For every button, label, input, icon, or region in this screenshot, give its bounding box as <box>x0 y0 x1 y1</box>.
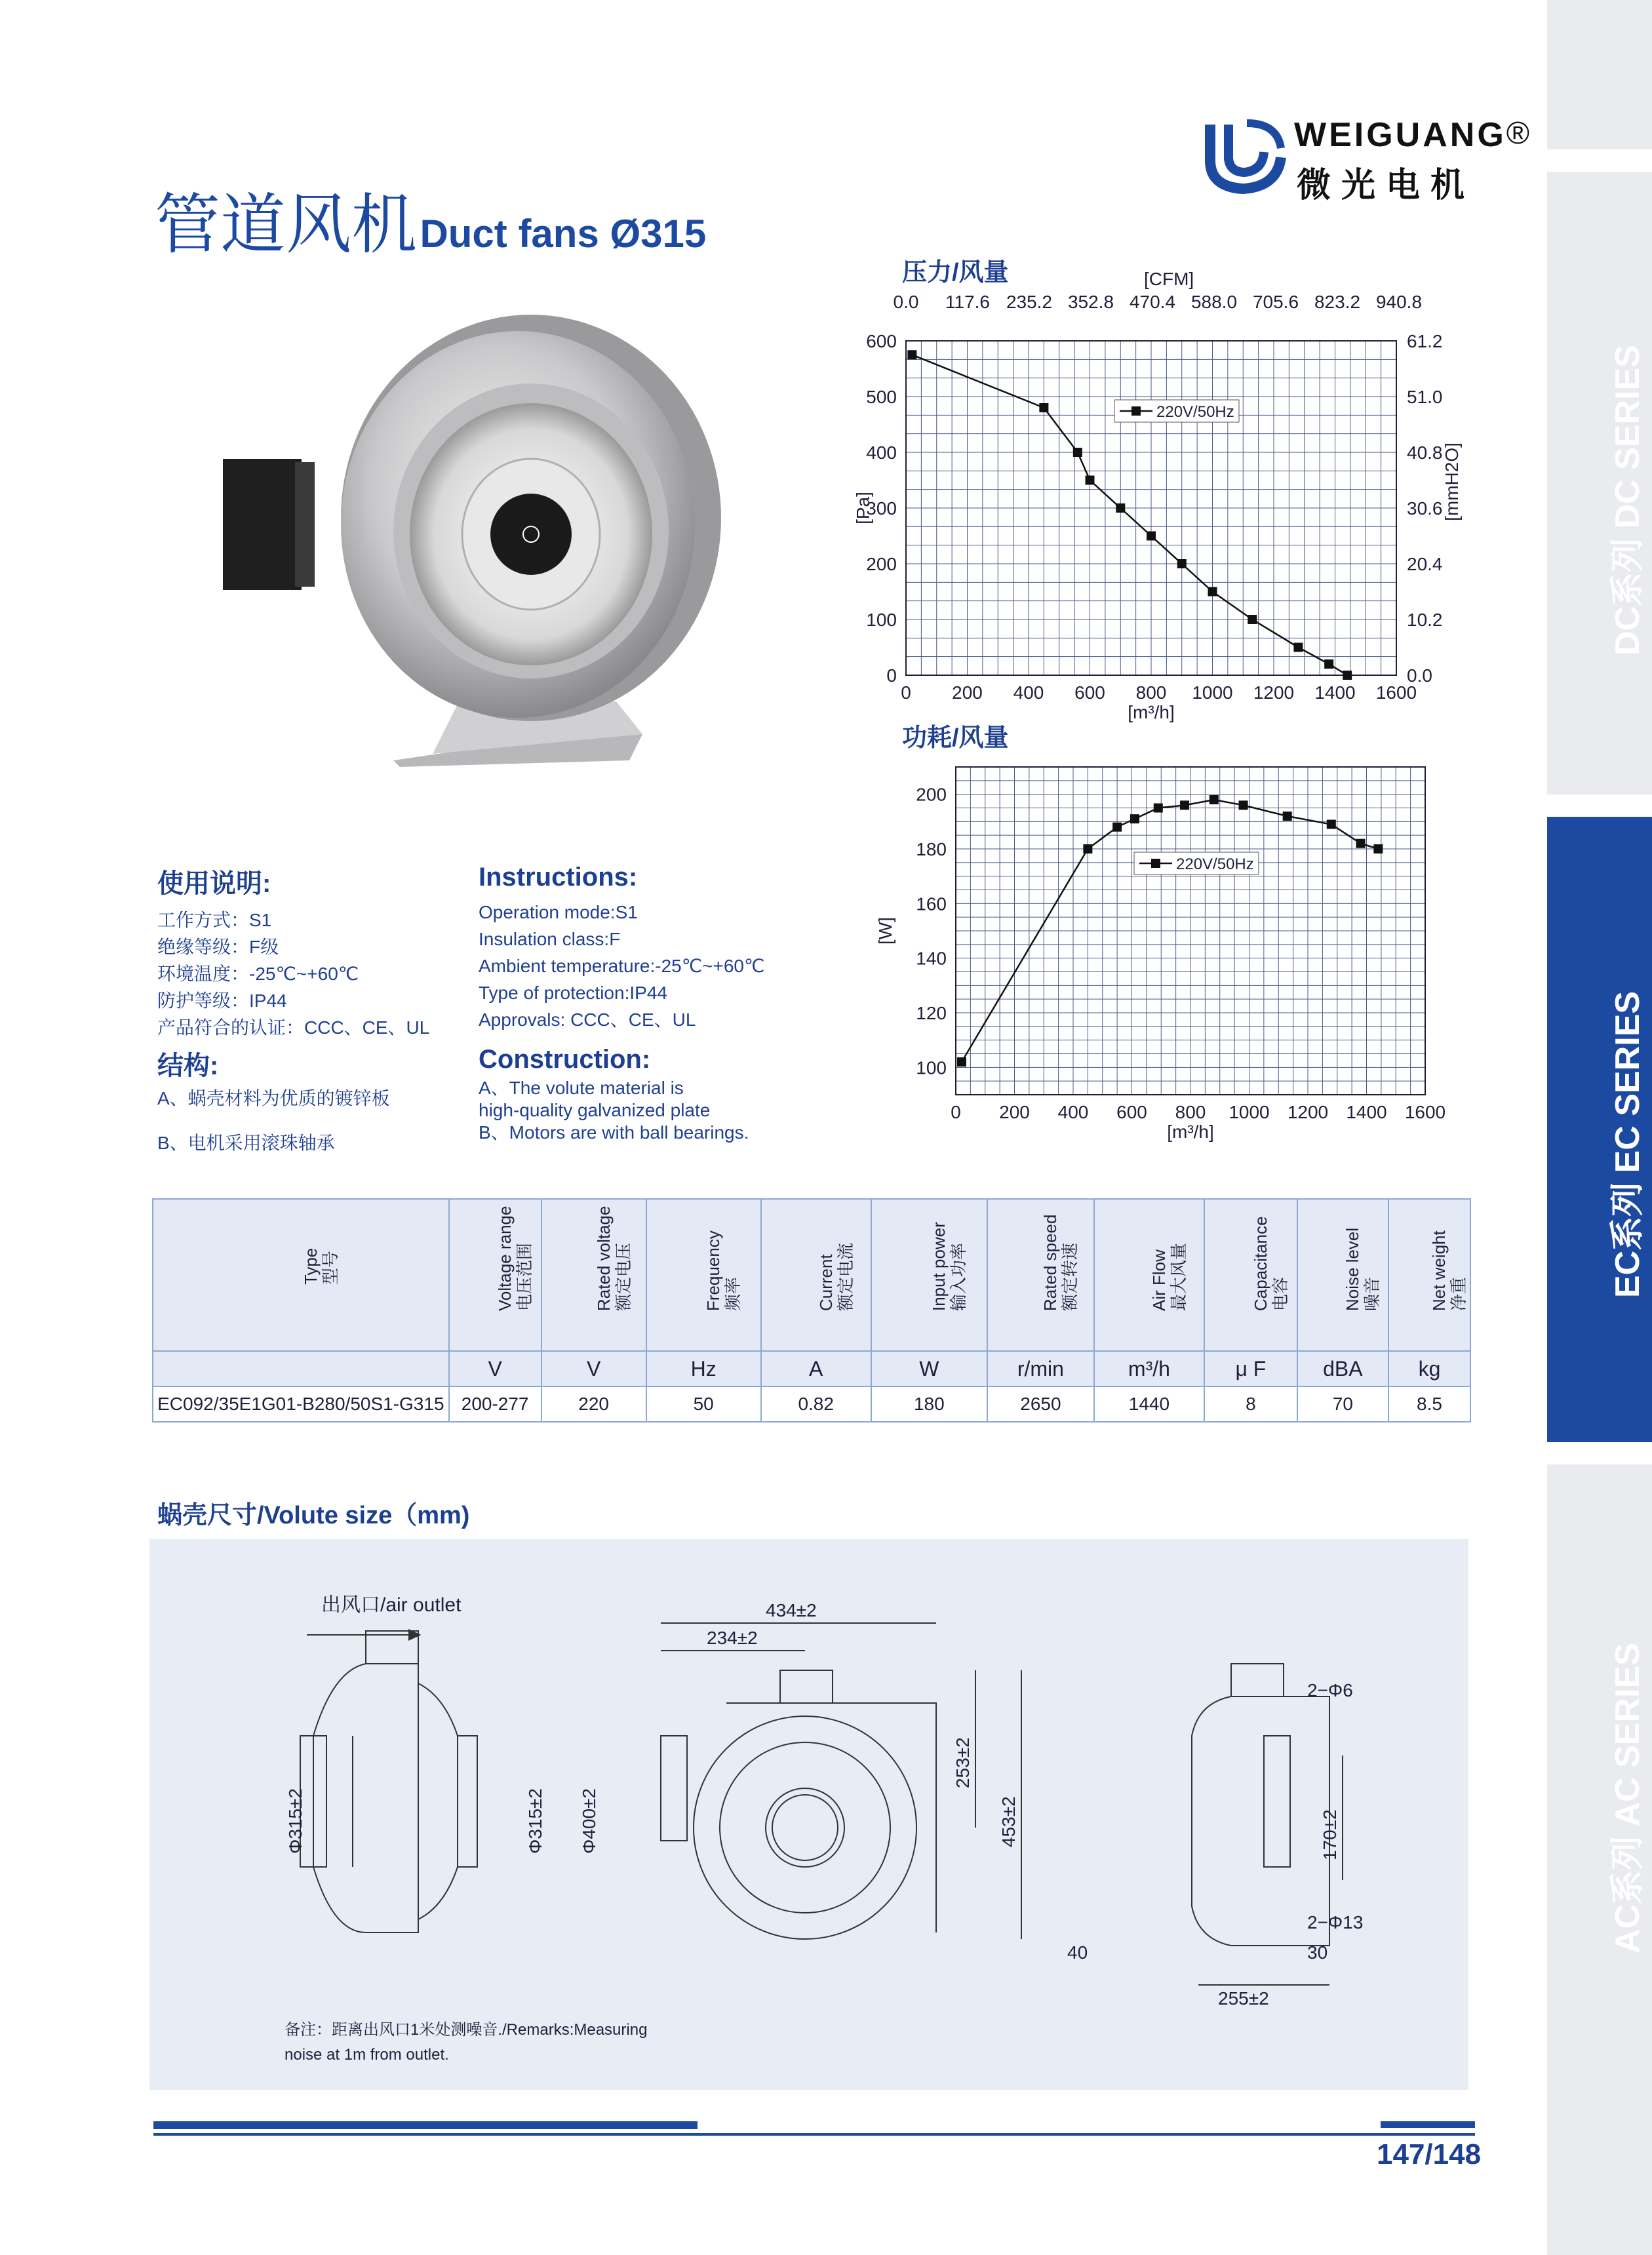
pressure-flow-chart <box>852 288 1468 734</box>
y-tick-label: 200 <box>866 554 897 574</box>
instr-cn-line: 环境温度：-25℃~+60℃ <box>157 964 359 984</box>
x-tick-label: 200 <box>999 1102 1030 1122</box>
title-cn: 管道风机 <box>155 186 417 263</box>
construction-cn-heading: 结构: <box>157 1051 219 1080</box>
unit-cell: kg <box>1388 1351 1470 1386</box>
constr-en-line: A、The volute material is <box>479 1078 684 1098</box>
data-point <box>1324 659 1333 669</box>
constr-en-line: B、Motors are with ball bearings. <box>479 1122 749 1143</box>
data-point <box>1130 814 1139 823</box>
data-point <box>1073 448 1082 457</box>
right-tick-label: 51.0 <box>1407 387 1443 407</box>
volute-drawings <box>149 1539 1468 2090</box>
brand-chinese: 微光电机 <box>1297 167 1476 205</box>
power-chart-title: 功耗/风量 <box>902 724 1009 752</box>
instructions-cn <box>157 863 472 1041</box>
data-point <box>1154 804 1163 813</box>
footer-rule-right <box>1381 2121 1475 2128</box>
data-point <box>1083 844 1092 853</box>
y-tick-label: 400 <box>866 442 897 463</box>
x-tick-label: 800 <box>1175 1102 1206 1122</box>
data-point <box>1208 587 1217 597</box>
unit-cell: dBA <box>1297 1351 1388 1386</box>
side-tab-dc-label: DC系列 DC SERIES <box>1609 345 1647 656</box>
x-tick-label: 1600 <box>1375 682 1417 703</box>
instr-cn-line: 产品符合的认证：CCC、CE、UL <box>157 1017 430 1038</box>
dim-h253: 253±2 <box>953 1737 973 1788</box>
remark <box>285 2018 647 2068</box>
table-cell: 0.82 <box>761 1386 871 1422</box>
dim-w40: 40 <box>1067 1942 1088 1963</box>
construction-en <box>479 1045 872 1144</box>
y-axis-unit: [Pa] <box>853 492 873 524</box>
y-tick-label: 500 <box>866 387 897 407</box>
x-tick-label: 1400 <box>1346 1102 1387 1122</box>
y-tick-label: 180 <box>916 839 947 859</box>
dim-holes13: 2−Φ13 <box>1307 1912 1364 1932</box>
instructions-cn-heading: 使用说明: <box>157 869 271 898</box>
title-en: Duct fans Ø315 <box>420 212 707 256</box>
instructions-en <box>479 863 872 1033</box>
x-tick-label: 400 <box>1057 1102 1089 1122</box>
header-capacitance: Capacitance 电容 <box>1204 1199 1297 1351</box>
legend-marker <box>1131 406 1141 416</box>
right-axis-unit: [mmH2O] <box>1442 442 1462 521</box>
duct-fan-image <box>223 308 721 780</box>
top-tick-label: 705.6 <box>1252 292 1299 312</box>
instructions-en-heading: Instructions: <box>479 863 638 892</box>
x-tick-label: 600 <box>1074 682 1105 703</box>
x-tick-label: 1200 <box>1287 1102 1329 1122</box>
x-tick-label: 800 <box>1135 682 1167 703</box>
table-row <box>153 1386 1470 1422</box>
data-point <box>1210 795 1219 804</box>
constr-en-line: high-quality galvanized plate <box>479 1100 711 1120</box>
instr-cn-line: 工作方式：S1 <box>157 910 272 930</box>
header-air-flow: Air Flow 最大风量 <box>1094 1199 1204 1351</box>
instr-en-line: Type of protection:IP44 <box>479 983 667 1003</box>
data-point <box>1248 615 1257 624</box>
y-tick-label: 160 <box>916 893 947 914</box>
unit-cell: m³/h <box>1094 1351 1204 1386</box>
table-cell: 180 <box>871 1386 987 1422</box>
table-header-row <box>153 1199 1470 1351</box>
page-title <box>155 172 706 266</box>
data-point <box>1327 820 1336 829</box>
x-tick-label: 1600 <box>1404 1102 1446 1122</box>
right-tick-label: 61.2 <box>1407 331 1443 351</box>
header-rated-voltage: Rated voltage 额定电压 <box>541 1199 646 1351</box>
constr-cn-line: B、电机采用滚珠轴承 <box>157 1133 335 1153</box>
header-noise-level: Noise level 噪音 <box>1297 1199 1388 1351</box>
top-tick-label: 117.6 <box>945 292 990 312</box>
table-cell: 2650 <box>987 1386 1094 1422</box>
header-rated-speed: Rated speed 额定转速 <box>987 1199 1094 1351</box>
unit-cell: Hz <box>646 1351 761 1386</box>
data-point <box>1086 476 1095 485</box>
right-tick-label: 10.2 <box>1407 610 1443 630</box>
data-point <box>1293 643 1303 652</box>
x-tick-label: 1200 <box>1253 682 1295 703</box>
header-frequency: Frequency 频率 <box>646 1199 761 1351</box>
pressure-chart-title: 压力/风量 <box>902 259 1009 286</box>
x-tick-label: 1000 <box>1229 1102 1270 1122</box>
y-tick-label: 600 <box>866 331 897 351</box>
right-tick-label: 20.4 <box>1407 554 1443 574</box>
remark-line2: noise at 1m from outlet. <box>285 2046 449 2064</box>
x-tick-label: 200 <box>952 682 983 703</box>
y-tick-label: 100 <box>916 1057 947 1078</box>
table-cell: 70 <box>1297 1386 1388 1422</box>
y-tick-label: 300 <box>866 498 897 519</box>
page-number: 147/148 <box>1377 2138 1482 2170</box>
table-units-row <box>153 1351 1470 1386</box>
table-cell: 8.5 <box>1388 1386 1470 1422</box>
instr-en-line: Insulation class:F <box>479 929 621 949</box>
x-axis-unit: [m³/h] <box>1128 702 1175 722</box>
dim-w234: 234±2 <box>707 1628 758 1648</box>
air-outlet-label: 出风口/air outlet <box>321 1594 462 1616</box>
data-point <box>1039 403 1048 412</box>
volute-drawing-panel <box>149 1539 1468 2090</box>
instr-en-line: Ambient temperature:-25℃~+60℃ <box>479 956 765 976</box>
top-tick-label: 588.0 <box>1190 292 1238 312</box>
unit-cell: μ F <box>1204 1351 1297 1386</box>
right-tick-label: 40.8 <box>1407 442 1443 463</box>
x-tick-label: 1400 <box>1314 682 1356 703</box>
top-tick-label: 352.8 <box>1067 292 1114 312</box>
data-point <box>1180 800 1189 810</box>
unit-cell: A <box>761 1351 871 1386</box>
y-tick-label: 200 <box>916 784 947 805</box>
dim-d315b: Φ315±2 <box>525 1788 545 1854</box>
header-type: Type 型号 <box>153 1199 449 1351</box>
unit-cell <box>153 1351 449 1386</box>
data-point <box>1177 559 1187 568</box>
footer-rule-thick <box>153 2121 698 2129</box>
table-cell: 1440 <box>1094 1386 1204 1422</box>
instr-en-line: Operation mode:S1 <box>479 902 638 922</box>
y-tick-label: 120 <box>916 1003 947 1023</box>
footer-rule-thin <box>153 2133 1475 2136</box>
x-tick-label: 400 <box>1013 682 1044 703</box>
unit-cell: r/min <box>987 1351 1094 1386</box>
legend-label: 220V/50Hz <box>1176 855 1254 873</box>
table-cell: 200-277 <box>449 1386 541 1422</box>
dim-w434: 434±2 <box>766 1600 817 1620</box>
brand-name: WEIGUANG® <box>1294 116 1533 154</box>
data-point <box>1147 532 1156 541</box>
side-tab-dc[interactable] <box>1547 0 1652 149</box>
y-tick-label: 0 <box>886 665 897 686</box>
dim-d315a: Φ315±2 <box>285 1788 305 1854</box>
dim-h453: 453±2 <box>998 1796 1019 1847</box>
y-axis-unit: [W] <box>875 917 895 945</box>
instr-en-line: Approvals: CCC、CE、UL <box>479 1010 696 1030</box>
data-point <box>1373 844 1383 853</box>
side-tab-ec-label: EC系列 EC SERIES <box>1609 990 1647 1298</box>
dim-d400: Φ400±2 <box>579 1788 599 1854</box>
instr-cn-line: 绝缘等级：F级 <box>157 937 279 957</box>
x-tick-label: 600 <box>1116 1102 1147 1122</box>
unit-cell: W <box>871 1351 987 1386</box>
y-tick-label: 140 <box>916 948 947 969</box>
header-voltage-range: Voltage range 电压范围 <box>449 1199 541 1351</box>
legend-marker <box>1151 859 1160 868</box>
unit-cell: V <box>449 1351 541 1386</box>
data-point <box>957 1057 966 1067</box>
power-flow-chart <box>852 754 1482 1173</box>
top-tick-label: 235.2 <box>1006 292 1053 312</box>
data-point <box>1283 812 1292 821</box>
header-net-weight: Net weight 净重 <box>1388 1199 1470 1351</box>
data-point <box>1239 800 1248 810</box>
top-tick-label: 823.2 <box>1314 292 1361 312</box>
top-tick-label: 940.8 <box>1375 292 1423 312</box>
unit-cell: V <box>541 1351 646 1386</box>
x-tick-label: 0 <box>951 1102 961 1122</box>
data-point <box>1356 839 1366 848</box>
data-point <box>1112 823 1122 832</box>
dim-w30: 30 <box>1307 1942 1328 1963</box>
brand-logo <box>1204 111 1533 205</box>
instr-cn-line: 防护等级：IP44 <box>157 990 287 1011</box>
data-point <box>1343 671 1352 680</box>
side-tab-ac-label: AC系列 AC SERIES <box>1609 1643 1647 1953</box>
pressure-top-unit: [CFM] <box>1144 269 1194 289</box>
x-axis-unit: [m³/h] <box>1167 1122 1214 1142</box>
constr-cn-line: A、蜗壳材料为优质的镀锌板 <box>157 1088 390 1108</box>
table-cell: 50 <box>646 1386 761 1422</box>
remark-line1: 备注：距离出风口1米处测噪音./Remarks:Measuring <box>285 2021 648 2039</box>
data-point <box>907 350 916 359</box>
right-tick-label: 30.6 <box>1407 498 1443 519</box>
y-tick-label: 100 <box>866 610 897 630</box>
weiguang-logo-icon <box>1204 111 1289 197</box>
dim-h170: 170±2 <box>1320 1809 1340 1860</box>
construction-cn <box>157 1045 472 1156</box>
x-tick-label: 0 <box>901 682 911 703</box>
legend-label: 220V/50Hz <box>1156 403 1234 421</box>
dim-w255: 255±2 <box>1218 1988 1269 2009</box>
table-cell: 8 <box>1204 1386 1297 1422</box>
right-tick-label: 0.0 <box>1407 665 1432 686</box>
header-current: Current 额定电流 <box>761 1199 871 1351</box>
x-tick-label: 1000 <box>1192 682 1233 703</box>
table-cell: EC092/35E1G01-B280/50S1-G315 <box>153 1386 449 1422</box>
table-cell: 220 <box>541 1386 646 1422</box>
data-point <box>1116 503 1125 513</box>
top-tick-label: 470.4 <box>1129 292 1176 312</box>
volute-heading: 蜗壳尺寸/Volute size（mm) <box>157 1502 470 1529</box>
top-tick-label: 0.0 <box>893 292 919 312</box>
header-input-power: Input power 输入功率 <box>871 1199 987 1351</box>
dim-holes6: 2−Φ6 <box>1307 1680 1353 1700</box>
spec-table <box>152 1198 1471 1422</box>
construction-en-heading: Construction: <box>479 1045 651 1074</box>
